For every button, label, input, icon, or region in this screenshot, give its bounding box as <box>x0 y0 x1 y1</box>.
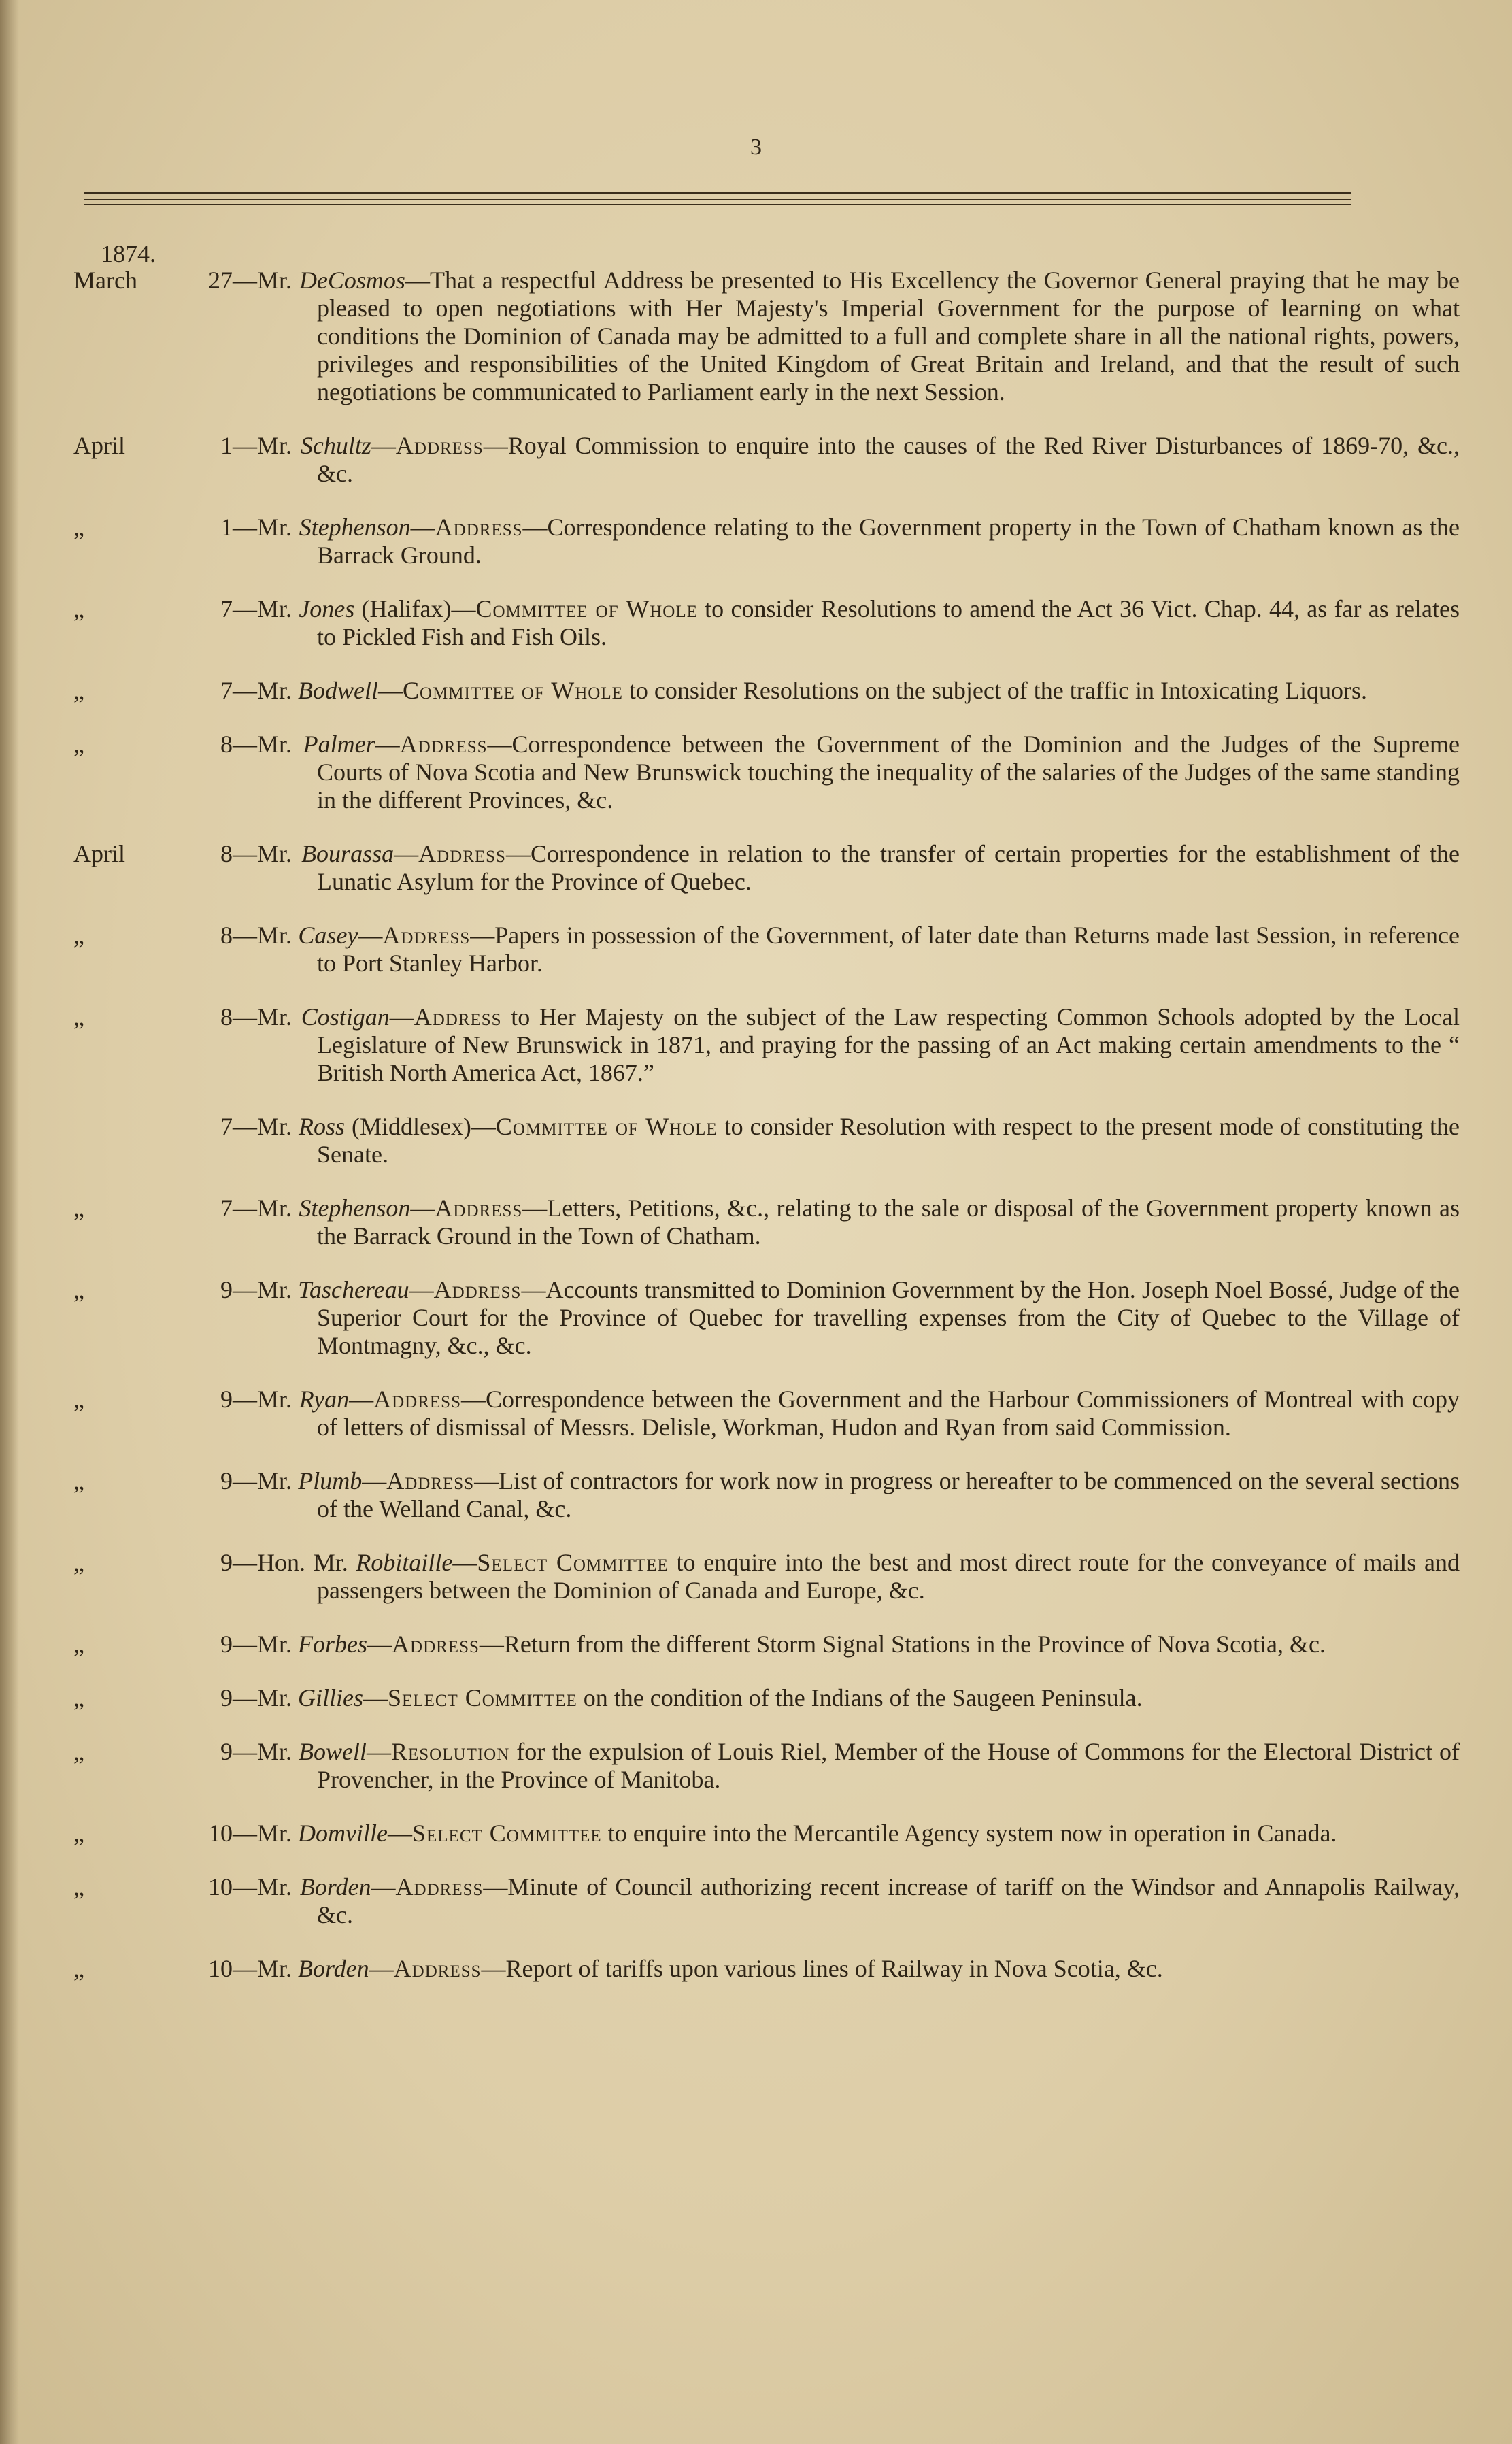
motion-entry <box>68 731 1460 814</box>
entry-text: —Minute of Council authorizing recent increase of tariff on the Windsor and Annapolis Railway, &c. <box>317 1873 1460 1928</box>
entry-body: —Mr. Borden—Address—Report of tariffs upon various lines of Railway in Nova Scotia, &c. <box>233 1955 1163 1982</box>
entry-prefix: —Mr. <box>233 1738 299 1765</box>
entry-action: Select Committee <box>411 1820 602 1847</box>
entry-member: Forbes <box>298 1630 368 1658</box>
entry-day: 7 <box>220 595 233 622</box>
entry-prefix: —Mr. <box>233 1467 299 1494</box>
entry-text: to Her Majesty on the subject of the Law respecting Common Schools adopted by the Local Legislature of New Brunswick in 1871, and praying for the passing of an Act making certain amendments to the “ British North America Act, 1867.” <box>317 1003 1460 1086</box>
entry-member-suffix: (Halifax) <box>354 595 452 622</box>
entry-month: „ <box>73 1738 84 1765</box>
entry-text: to consider Resolutions to amend the Act 36 Vict. Chap. 44, as far as relates to Pickled Fish and Fish Oils. <box>317 595 1460 650</box>
motion-entry <box>68 1194 1460 1250</box>
entry-text: on the condition of the Indians of the Saugeen Peninsula. <box>577 1684 1143 1711</box>
motion-entry <box>68 1276 1460 1360</box>
entry-text: to enquire into the best and most direct route for the conveyance of mails and passengers between the Dominion of Canada and Europe, &c. <box>317 1549 1460 1604</box>
entry-prefix: —Mr. <box>233 1630 299 1658</box>
motion-entry <box>68 432 1460 488</box>
entry-text: —Accounts transmitted to Dominion Government by the Hon. Joseph Noel Bossé, Judge of the Superior Court for the Province of Quebec for travelling expenses from the City of Quebec to the Village of Montmagny, &c., &c. <box>317 1276 1460 1359</box>
motion-entry <box>68 1113 1460 1169</box>
motion-entry <box>68 1873 1460 1929</box>
entry-prefix: —Mr. <box>233 1955 299 1982</box>
entry-day: 10 <box>208 1955 233 1982</box>
entry-action: Address <box>393 1955 482 1982</box>
entry-text: for the expulsion of Louis Riel, Member of the House of Commons for the Electoral District of Provencher, in the Province of Manitoba. <box>317 1738 1460 1793</box>
motion-entry <box>68 840 1460 896</box>
entry-action: Address <box>435 514 523 541</box>
entry-month: April <box>73 840 125 867</box>
entry-month: „ <box>73 1194 84 1222</box>
motion-entry <box>68 1003 1460 1087</box>
entry-day: 9 <box>220 1684 233 1711</box>
entry-member: Schultz <box>300 432 371 459</box>
entry-prefix: —Mr. <box>233 731 303 758</box>
header-rule <box>84 192 1351 194</box>
entry-text: —Correspondence between the Government of the Dominion and the Judges of the Supreme Courts of Nova Scotia and New Brunswick touching the inequality of the salaries of the Judges of the same standing in the different Provinces, &c. <box>317 731 1460 814</box>
entry-action: Address <box>395 432 484 459</box>
entry-text: —Correspondence relating to the Government property in the Town of Chatham known as the Barrack Ground. <box>317 514 1460 569</box>
header-rule <box>84 204 1351 205</box>
motion-entry <box>68 1386 1460 1441</box>
entry-body: —Mr. Ryan—Address—Correspondence between the Government and the Harbour Commissioners of Montreal with copy of letters of dismissal of Messrs. Delisle, Workman, Hudon and Ryan from said Commission. <box>233 1386 1460 1441</box>
entry-prefix: —Mr. <box>233 432 301 459</box>
entry-month: „ <box>73 1549 84 1576</box>
header-rule <box>84 199 1351 200</box>
entry-member: Ross <box>298 1113 345 1140</box>
entry-prefix: —Mr. <box>233 1194 299 1222</box>
entry-text: —Papers in possession of the Government, of later date than Returns made last Session, in reference to Port Stanley Harbor. <box>317 922 1460 977</box>
entry-member: Taschereau <box>298 1276 409 1303</box>
entry-member: Borden <box>298 1955 369 1982</box>
entry-text: —Correspondence between the Government and the Harbour Commissioners of Montreal with copy of letters of dismissal of Messrs. Delisle, Workman, Hudon and Ryan from said Commission. <box>317 1386 1460 1441</box>
entry-body: —Mr. Bowell—Resolution for the expulsion of Louis Riel, Member of the House of Commons for the Electoral District of Provencher, in the Province of Manitoba. <box>233 1738 1460 1793</box>
entry-body: —Mr. Costigan—Address to Her Majesty on the subject of the Law respecting Common Schools adopted by the Local Legislature of New Brunswick in 1871, and praying for the passing of an Act making certain amendments to the “ British North America Act, 1867.” <box>233 1003 1460 1086</box>
entry-body: —Mr. Stephenson—Address—Correspondence relating to the Government property in the Town of Chatham known as the Barrack Ground. <box>233 514 1460 569</box>
entry-prefix: —Mr. <box>233 1684 299 1711</box>
entry-member: Gillies <box>298 1684 364 1711</box>
entry-action: Address <box>418 840 506 867</box>
entry-month: „ <box>73 1684 84 1711</box>
entry-prefix: —Mr. <box>233 514 299 541</box>
entry-member: Robitaille <box>356 1549 453 1576</box>
entry-member-suffix: (Middlesex) <box>345 1113 471 1140</box>
motion-entry <box>68 1684 1388 1712</box>
entry-month: „ <box>73 1276 84 1303</box>
entry-month: „ <box>73 595 84 622</box>
entry-day: 9 <box>220 1738 233 1765</box>
motion-entry <box>68 595 1460 651</box>
motion-entry <box>68 514 1460 569</box>
entry-month: „ <box>73 1630 84 1658</box>
entry-month: „ <box>73 1820 84 1847</box>
entry-body: —Mr. Ross (Middlesex)—Committee of Whole to consider Resolution with respect to the present mode of constituting the Senate. <box>233 1113 1460 1168</box>
entry-day: 1 <box>220 514 233 541</box>
entry-text: to consider Resolution with respect to the present mode of constituting the Senate. <box>317 1113 1460 1168</box>
entry-member: Palmer <box>303 731 375 758</box>
entry-action: Address <box>386 1467 475 1494</box>
entry-day: 7 <box>220 677 233 704</box>
entry-body: —Mr. Borden—Address—Minute of Council authorizing recent increase of tariff on the Windsor and Annapolis Railway, &c. <box>233 1873 1460 1928</box>
entry-text: —Letters, Petitions, &c., relating to the sale or disposal of the Government property known as the Barrack Ground in the Town of Chatham. <box>317 1194 1460 1250</box>
entry-day: 27 <box>208 267 233 294</box>
entry-day: 8 <box>220 840 233 867</box>
entry-text: —Report of tariffs upon various lines of Railway in Nova Scotia, &c. <box>481 1955 1163 1982</box>
entry-prefix: —Mr. <box>233 595 299 622</box>
motion-entry <box>68 1820 1388 1847</box>
entry-member: Costigan <box>301 1003 390 1031</box>
motions-list <box>68 267 1460 2009</box>
entry-text: —Royal Commission to enquire into the causes of the Red River Disturbances of 1869-70, &c., &c. <box>317 432 1460 487</box>
entry-member: DeCosmos <box>299 267 405 294</box>
entry-prefix: —Mr. <box>233 267 299 294</box>
entry-day: 1 <box>220 432 233 459</box>
entry-member: Plumb <box>298 1467 363 1494</box>
entry-month: „ <box>73 731 84 758</box>
entry-body: —Mr. Jones (Halifax)—Committee of Whole to consider Resolutions to amend the Act 36 Vict. Chap. 44, as far as relates to Pickled Fish and Fish Oils. <box>233 595 1460 650</box>
entry-day: 7 <box>220 1113 233 1140</box>
entry-body: —Mr. Casey—Address—Papers in possession of the Government, of later date than Returns made last Session, in reference to Port Stanley Harbor. <box>233 922 1460 977</box>
entry-day: 10 <box>208 1873 233 1901</box>
entry-month: „ <box>73 922 84 949</box>
entry-month: „ <box>73 677 84 704</box>
entry-prefix: —Mr. <box>233 1276 299 1303</box>
motion-entry <box>68 677 1388 705</box>
entry-month: April <box>73 432 125 459</box>
entry-day: 8 <box>220 731 233 758</box>
entry-day: 7 <box>220 1194 233 1222</box>
entry-member: Bowell <box>299 1738 367 1765</box>
entry-member: Domville <box>298 1820 388 1847</box>
entry-member: Ryan <box>299 1386 350 1413</box>
entry-member: Bourassa <box>301 840 394 867</box>
entry-prefix: —Mr. <box>233 1113 299 1140</box>
entry-action: Address <box>395 1873 484 1901</box>
entry-body <box>233 267 1460 406</box>
entry-member: Jones <box>299 595 355 622</box>
entry-text: —Correspondence in relation to the transfer of certain properties for the establishment of the Lunatic Asylum for the Province of Quebec. <box>317 840 1460 895</box>
entry-prefix: —Mr. <box>233 677 299 704</box>
entry-prefix: —Mr. <box>233 1873 300 1901</box>
motion-entry <box>68 1630 1388 1658</box>
entry-prefix: —Hon. Mr. <box>233 1549 356 1576</box>
entry-month: „ <box>73 1467 84 1494</box>
entry-member: Stephenson <box>299 514 411 541</box>
entry-day: 8 <box>220 1003 233 1031</box>
entry-text: —Return from the different Storm Signal Stations in the Province of Nova Scotia, &c. <box>479 1630 1326 1658</box>
entry-text: to consider Resolutions on the subject of the traffic in Intoxicating Liquors. <box>622 677 1367 704</box>
entry-month: „ <box>73 1003 84 1031</box>
entry-action: Address <box>373 1386 461 1413</box>
entry-day: 8 <box>220 922 233 949</box>
entry-month: March <box>73 267 137 294</box>
entry-day: 9 <box>220 1386 233 1413</box>
entry-prefix: —Mr. <box>233 1386 299 1413</box>
entry-text: —That a respectful Address be presented to His Excellency the Governor General praying that he may be pleased to open negotiations with Her Majesty's Imperial Government for the purpose of learning on what conditions the Dominion of Canada may be admitted to a full and complete share in all the national rights, powers, privileges and responsibilities of the United Kingdom of Great Britain and Ireland, and that the result of such negotiations be communicated to Parliament early in the next Session. <box>317 267 1460 405</box>
motion-entry <box>68 922 1460 977</box>
motion-entry <box>68 267 1460 406</box>
entry-body: —Mr. Palmer—Address—Correspondence between the Government of the Dominion and the Judges of the Supreme Courts of Nova Scotia and New Brunswick touching the inequality of the salaries of the Judges of the same standing in the different Provinces, &c. <box>233 731 1460 814</box>
entry-member: Stephenson <box>299 1194 411 1222</box>
entry-day: 9 <box>220 1276 233 1303</box>
entry-month: „ <box>73 1386 84 1413</box>
entry-month: „ <box>73 1873 84 1901</box>
entry-prefix: —Mr. <box>233 1820 299 1847</box>
entry-action: Address <box>435 1194 523 1222</box>
entry-month: „ <box>73 514 84 541</box>
entry-action: Address <box>414 1003 502 1031</box>
entry-action: Resolution <box>391 1738 510 1765</box>
entry-body: —Mr. Schultz—Address—Royal Commission to enquire into the causes of the Red River Disturbances of 1869-70, &c., &c. <box>233 432 1460 487</box>
entry-prefix: —Mr. <box>233 1003 301 1031</box>
entry-day: 9 <box>220 1467 233 1494</box>
entry-body: —Mr. Bodwell—Committee of Whole to consider Resolutions on the subject of the traffic in Intoxicating Liquors. <box>233 677 1367 704</box>
year-heading: 1874. <box>101 240 156 267</box>
entry-member: Casey <box>298 922 358 949</box>
entry-body: —Mr. Domville—Select Committee to enquire into the Mercantile Agency system now in operation in Canada. <box>233 1820 1337 1847</box>
entry-body: —Mr. Plumb—Address—List of contractors for work now in progress or hereafter to be commenced on the several sections of the Welland Canal, &c. <box>233 1467 1460 1522</box>
entry-prefix: —Mr. <box>233 840 302 867</box>
entry-text: —List of contractors for work now in progress or hereafter to be commenced on the several sections of the Welland Canal, &c. <box>317 1467 1460 1522</box>
motion-entry <box>68 1467 1460 1523</box>
entry-body: —Mr. Bourassa—Address—Correspondence in relation to the transfer of certain properties for the establishment of the Lunatic Asylum for the Province of Quebec. <box>233 840 1460 895</box>
entry-prefix: —Mr. <box>233 922 299 949</box>
motion-entry <box>68 1955 1388 1983</box>
entry-day: 9 <box>220 1549 233 1576</box>
entry-action: Address <box>399 731 488 758</box>
entry-body: —Mr. Forbes—Address—Return from the different Storm Signal Stations in the Province of Nova Scotia, &c. <box>233 1630 1326 1658</box>
entry-action: Select Committee <box>388 1684 577 1711</box>
entry-day: 10 <box>208 1820 233 1847</box>
entry-member: Borden <box>299 1873 371 1901</box>
page-number: 3 <box>750 135 762 160</box>
entry-action: Committee of Whole <box>475 595 698 622</box>
entry-action: Address <box>392 1630 480 1658</box>
entry-body: —Mr. Taschereau—Address—Accounts transmitted to Dominion Government by the Hon. Joseph Noel Bossé, Judge of the Superior Court for the Province of Quebec for travelling expenses from the City of Quebec to the Village of Montmagny, &c., &c. <box>233 1276 1460 1359</box>
entry-text: to enquire into the Mercantile Agency system now in operation in Canada. <box>601 1820 1337 1847</box>
motion-entry <box>68 1738 1460 1794</box>
page-spine-shadow <box>0 0 19 2444</box>
entry-body: —Mr. Stephenson—Address—Letters, Petitions, &c., relating to the sale or disposal of the Government property known as the Barrack Ground in the Town of Chatham. <box>233 1194 1460 1250</box>
entry-body: —Hon. Mr. Robitaille—Select Committee to enquire into the best and most direct route for the conveyance of mails and passengers between the Dominion of Canada and Europe, &c. <box>233 1549 1460 1604</box>
entry-action: Address <box>382 922 471 949</box>
entry-body: —Mr. Gillies—Select Committee on the condition of the Indians of the Saugeen Peninsula. <box>233 1684 1143 1711</box>
entry-action: Committee of Whole <box>495 1113 718 1140</box>
entry-action: Address <box>433 1276 522 1303</box>
entry-day: 9 <box>220 1630 233 1658</box>
entry-action: Select Committee <box>477 1549 669 1576</box>
entry-month: „ <box>73 1955 84 1982</box>
entry-member: Bodwell <box>298 677 378 704</box>
entry-action: Committee of Whole <box>403 677 623 704</box>
motion-entry <box>68 1549 1460 1605</box>
